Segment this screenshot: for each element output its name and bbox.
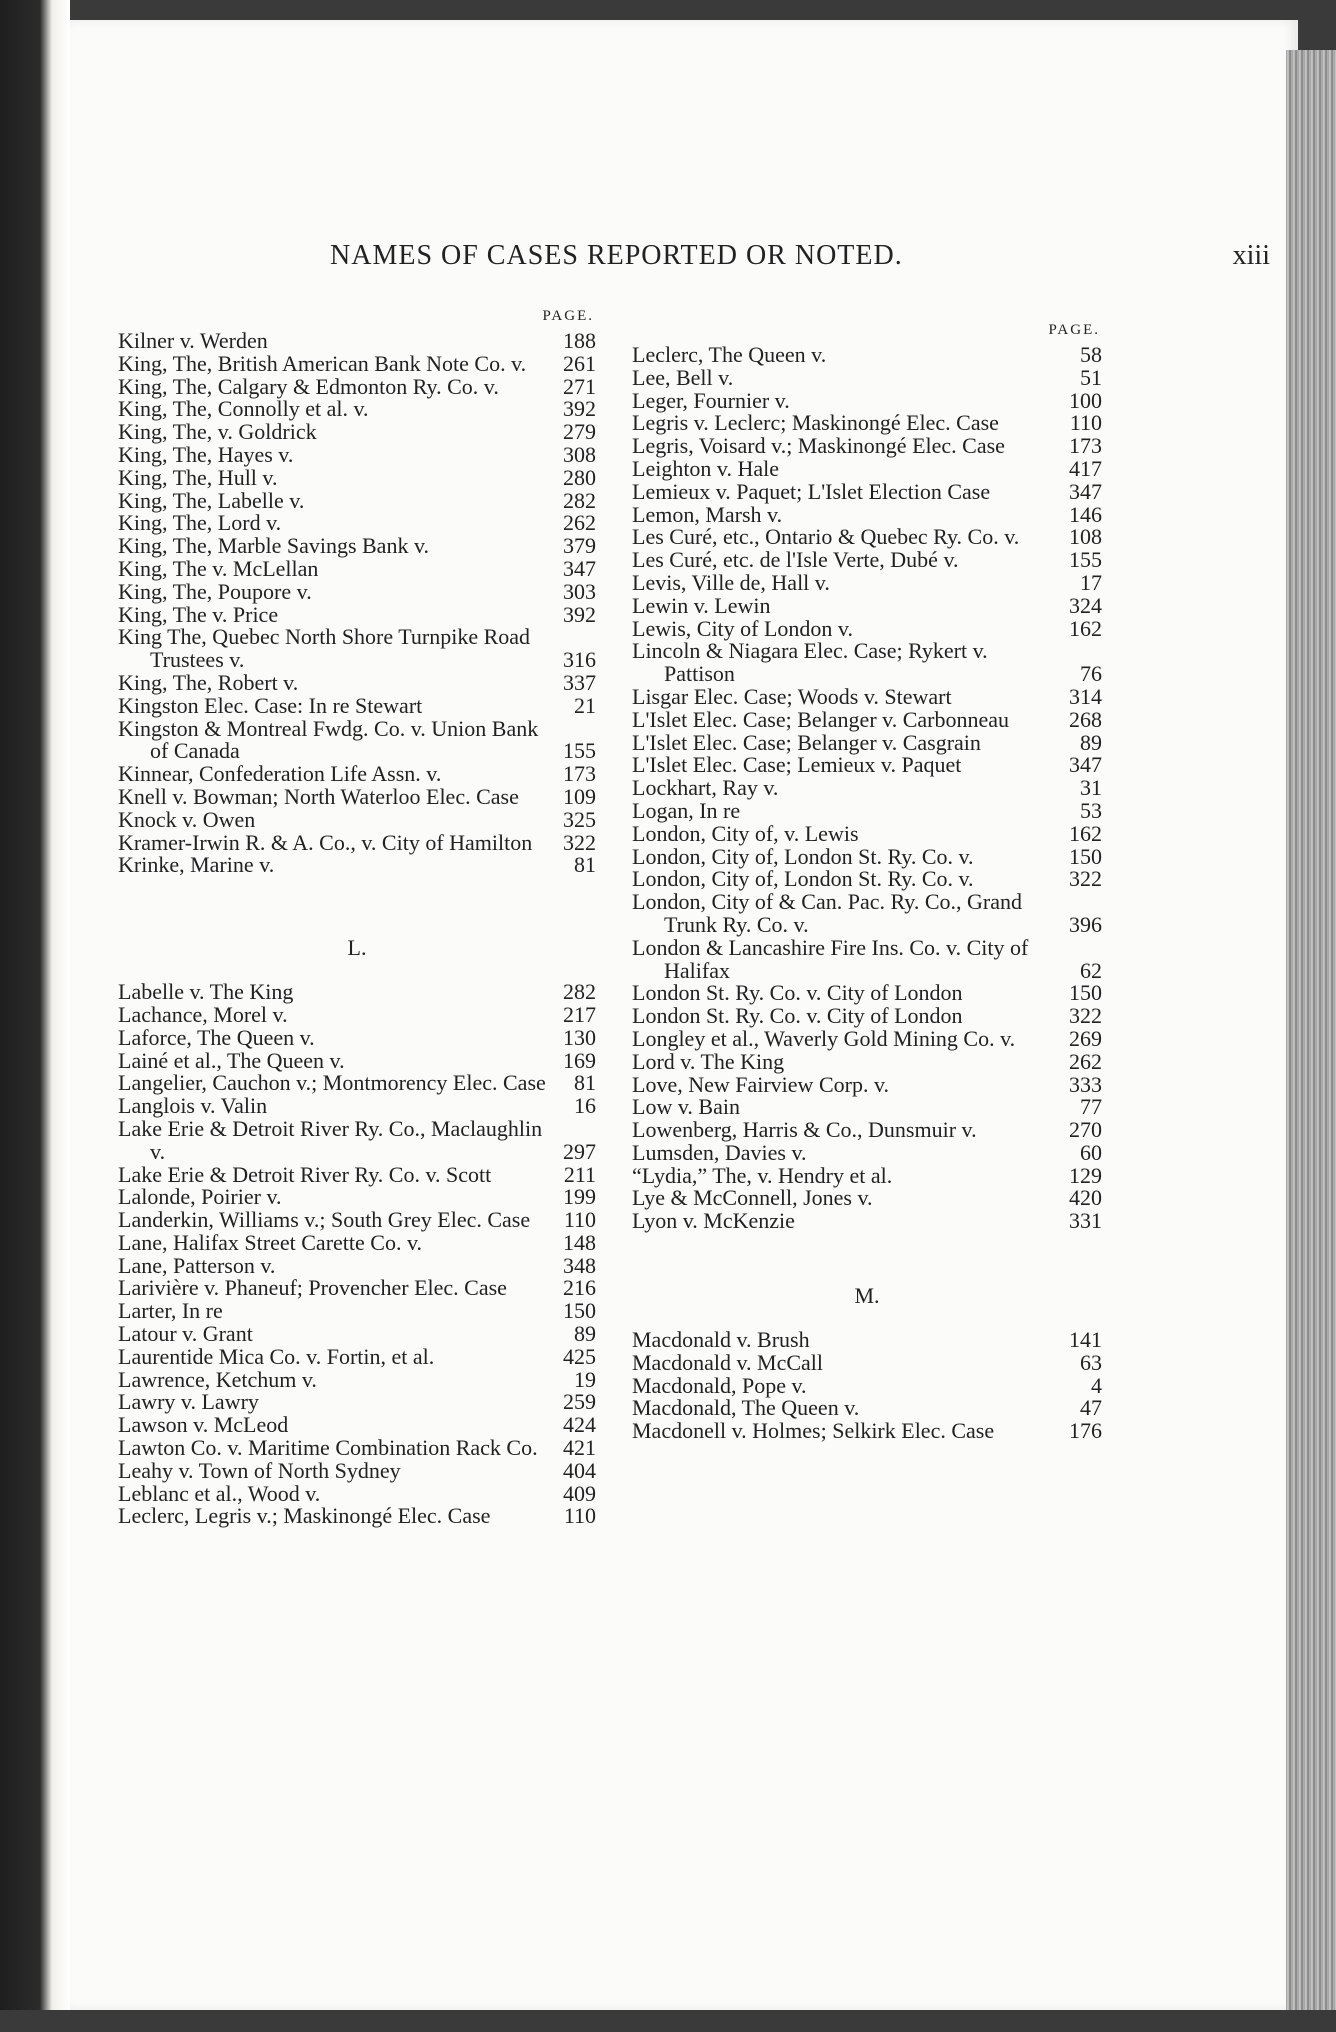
entry-page-number: 270 — [1069, 1117, 1102, 1143]
entry-case-name: Levis, Ville de, Hall v. — [632, 569, 830, 595]
entry-case-name: King, The v. McLellan — [118, 555, 319, 581]
entry-page-number: 261 — [563, 350, 596, 376]
entry-page-number: 81 — [574, 852, 596, 878]
entry-page-number: 109 — [563, 783, 596, 809]
entry-case-name: Lewis, City of London v. — [632, 615, 853, 641]
entry-page-number: 199 — [563, 1184, 596, 1210]
index-entry — [632, 1349, 1102, 1375]
entry-page-number: 424 — [563, 1412, 596, 1438]
index-entry — [632, 982, 1102, 1005]
index-entry — [118, 1095, 596, 1118]
entry-case-name: Langelier, Cauchon v.; Montmorency Elec. Case — [118, 1070, 546, 1096]
entry-case-name: Kramer-Irwin R. & A. Co., v. City of Hamilton — [118, 829, 533, 855]
running-header — [250, 240, 1270, 280]
index-entry — [632, 455, 1102, 481]
entry-page-number: 280 — [563, 464, 596, 490]
entry-case-name: King, The, British American Bank Note Co. v. — [118, 350, 527, 376]
entry-page-number: 421 — [563, 1435, 596, 1461]
index-entry — [632, 1119, 1102, 1142]
entry-case-name: Lawton Co. v. Maritime Combination Rack Co. — [118, 1435, 538, 1461]
index-entry — [632, 868, 1102, 891]
index-entry — [118, 981, 596, 1004]
entry-case-name: London, City of, London St. Ry. Co. v. — [632, 843, 974, 869]
index-entry — [118, 1024, 596, 1050]
index-entry — [632, 569, 1102, 595]
entry-case-name: Legris v. Leclerc; Maskinongé Elec. Case — [632, 410, 999, 436]
index-entry — [632, 1162, 1102, 1188]
entry-case-name: King, The, Calgary & Edmonton Ry. Co. v. — [118, 373, 499, 399]
entry-case-name: Lemieux v. Paquet; L'Islet Election Case — [632, 478, 991, 504]
entry-page-number: 110 — [563, 1503, 596, 1529]
index-entry — [632, 683, 1102, 709]
entry-case-name: Latour v. Grant — [118, 1321, 253, 1347]
index-entry — [632, 1096, 1102, 1119]
entry-case-name: Larter, In re — [118, 1298, 223, 1324]
index-entry — [632, 344, 1102, 367]
entry-case-name: London, City of, v. Lewis — [632, 820, 859, 846]
entry-page-number: 396 — [1069, 911, 1102, 937]
entry-page-number: 21 — [574, 692, 596, 718]
entry-page-number: 322 — [1069, 1003, 1102, 1029]
index-entry — [118, 1115, 596, 1164]
index-entry — [118, 1186, 596, 1209]
entry-page-number: 392 — [563, 396, 596, 422]
index-entry — [118, 1229, 596, 1255]
index-entry — [632, 754, 1102, 777]
entry-case-name: L'Islet Elec. Case; Lemieux v. Paquet — [632, 752, 962, 778]
entry-page-number: 316 — [563, 647, 596, 673]
entry-case-name: King, The, Labelle v. — [118, 487, 305, 513]
index-entry — [118, 487, 596, 513]
index-entry — [118, 1457, 596, 1483]
entry-page-number: 58 — [1080, 342, 1102, 367]
entry-case-name: L'Islet Elec. Case; Belanger v. Casgrain — [632, 729, 981, 755]
index-entry — [118, 464, 596, 490]
entry-page-number: 53 — [1080, 797, 1102, 823]
index-entry — [118, 1277, 596, 1300]
entry-page-number: 269 — [1069, 1025, 1102, 1051]
entry-case-name: Legris, Voisard v.; Maskinongé Elec. Case — [632, 433, 1005, 459]
entry-page-number: 420 — [1069, 1185, 1102, 1211]
entry-case-name: Krinke, Marine v. — [118, 852, 275, 878]
bottom-edge — [0, 2010, 1336, 2032]
entry-page-number: 110 — [563, 1207, 596, 1233]
entry-page-number: 268 — [1069, 706, 1102, 732]
entry-case-name: Lisgar Elec. Case; Woods v. Stewart — [632, 683, 952, 709]
index-entry — [118, 1505, 596, 1528]
entry-case-name: Lumsden, Davies v. — [632, 1139, 807, 1165]
entry-page-number: 146 — [1069, 501, 1102, 527]
entry-page-number: 100 — [1069, 387, 1102, 413]
entry-case-name: London St. Ry. Co. v. City of London — [632, 980, 963, 1006]
index-entry — [632, 1397, 1102, 1420]
k-entries — [118, 330, 596, 877]
entry-case-name: London St. Ry. Co. v. City of London — [632, 1003, 963, 1029]
entry-case-name: Love, New Fairview Corp. v. — [632, 1071, 890, 1097]
entry-page-number: 76 — [1080, 661, 1102, 687]
index-entry — [632, 1372, 1102, 1398]
index-entry — [632, 820, 1102, 846]
entry-case-name: Lawrence, Ketchum v. — [118, 1366, 317, 1392]
index-entry — [118, 601, 596, 627]
entry-case-name: Lawson v. McLeod — [118, 1412, 289, 1438]
index-entry — [632, 501, 1102, 527]
page-title: NAMES OF CASES REPORTED OR NOTED. — [330, 240, 903, 271]
index-entry — [632, 592, 1102, 618]
index-entry — [632, 435, 1102, 458]
index-entry — [632, 1071, 1102, 1097]
entry-page-number: 211 — [563, 1161, 596, 1187]
entry-case-name: King, The, Hayes v. — [118, 441, 294, 467]
entry-case-name: Leclerc, The Queen v. — [632, 342, 827, 367]
index-entry — [632, 526, 1102, 549]
entry-case-name: Lord v. The King — [632, 1048, 785, 1074]
index-entry — [632, 1210, 1102, 1233]
index-entry — [118, 1209, 596, 1232]
index-entry — [118, 1414, 596, 1437]
entry-case-name: Kinnear, Confederation Life Assn. v. — [118, 761, 442, 787]
index-entry — [118, 1480, 596, 1506]
index-entry — [632, 891, 1102, 937]
entry-page-number: 348 — [563, 1252, 596, 1278]
entry-page-number: 51 — [1080, 364, 1102, 390]
index-entry — [632, 364, 1102, 390]
right-column — [632, 322, 1102, 1443]
entry-case-name: L'Islet Elec. Case; Belanger v. Carbonneau — [632, 706, 1010, 732]
index-entry — [118, 535, 596, 558]
entry-case-name: Larivière v. Phaneuf; Provencher Elec. Case — [118, 1275, 507, 1301]
entry-page-number: 89 — [1080, 729, 1102, 755]
index-entry — [118, 373, 596, 399]
entry-page-number: 297 — [563, 1138, 596, 1164]
index-entry — [118, 1300, 596, 1323]
entry-page-number: 282 — [563, 979, 596, 1005]
index-entry — [632, 1420, 1102, 1443]
page-stack-edge — [1286, 50, 1336, 2032]
index-entry — [632, 549, 1102, 572]
entry-page-number: 333 — [1069, 1071, 1102, 1097]
entry-case-name: Lincoln & Niagara Elec. Case; Rykert v. Pattison — [632, 638, 988, 687]
index-entry — [632, 1048, 1102, 1074]
entry-case-name: Lye & McConnell, Jones v. — [632, 1185, 873, 1211]
entry-page-number: 62 — [1080, 957, 1102, 983]
entry-page-number: 130 — [563, 1024, 596, 1050]
l-entries-right — [632, 344, 1102, 1233]
entry-page-number: 60 — [1080, 1139, 1102, 1165]
entry-page-number: 108 — [1069, 524, 1102, 550]
entry-page-number: 19 — [574, 1366, 596, 1392]
index-entry — [118, 350, 596, 376]
entry-page-number: 188 — [563, 328, 596, 353]
entry-page-number: 110 — [1069, 410, 1102, 436]
entry-page-number: 347 — [1069, 752, 1102, 778]
entry-case-name: Lawry v. Lawry — [118, 1389, 259, 1415]
index-entry — [118, 692, 596, 718]
entry-page-number: 379 — [563, 533, 596, 559]
entry-page-number: 409 — [563, 1480, 596, 1506]
entry-page-number: 308 — [563, 441, 596, 467]
entry-case-name: King, The, Marble Savings Bank v. — [118, 533, 430, 559]
entry-case-name: Lewin v. Lewin — [632, 592, 771, 618]
entry-case-name: Leger, Fournier v. — [632, 387, 790, 413]
entry-case-name: King, The, Robert v. — [118, 669, 299, 695]
entry-page-number: 162 — [1069, 820, 1102, 846]
entry-page-number: 425 — [563, 1343, 596, 1369]
entry-page-number: 150 — [1069, 980, 1102, 1006]
entry-page-number: 322 — [1069, 866, 1102, 892]
index-entry — [118, 854, 596, 877]
entry-case-name: Low v. Bain — [632, 1094, 740, 1120]
index-entry — [118, 1001, 596, 1027]
index-entry — [632, 478, 1102, 504]
entry-case-name: Lee, Bell v. — [632, 364, 734, 390]
entry-page-number: 150 — [1069, 843, 1102, 869]
entry-case-name: Kingston & Montreal Fwdg. Co. v. Union Bank of Canada — [118, 715, 539, 764]
index-entry — [118, 512, 596, 535]
index-entry — [632, 1005, 1102, 1028]
entry-page-number: 325 — [563, 806, 596, 832]
entry-case-name: Lockhart, Ray v. — [632, 775, 779, 801]
entry-page-number: 303 — [563, 578, 596, 604]
entry-page-number: 279 — [563, 419, 596, 445]
entry-case-name: Leighton v. Hale — [632, 455, 780, 481]
entry-case-name: Landerkin, Williams v.; South Grey Elec. Case — [118, 1207, 531, 1233]
index-entry — [118, 1047, 596, 1073]
entry-page-number: 148 — [563, 1229, 596, 1255]
entry-page-number: 331 — [1069, 1208, 1102, 1234]
entry-page-number: 347 — [1069, 478, 1102, 504]
entry-case-name: Lake Erie & Detroit River Ry. Co. v. Scott — [118, 1161, 492, 1187]
entry-case-name: Lowenberg, Harris & Co., Dunsmuir v. — [632, 1117, 977, 1143]
entry-case-name: Knell v. Bowman; North Waterloo Elec. Case — [118, 783, 519, 809]
entry-case-name: Logan, In re — [632, 797, 741, 823]
entry-page-number: 347 — [563, 555, 596, 581]
entry-case-name: Lyon v. McKenzie — [632, 1208, 795, 1234]
section-heading-l: L. — [347, 935, 367, 961]
entry-page-number: 63 — [1080, 1349, 1102, 1375]
index-entry — [118, 421, 596, 444]
entry-case-name: Langlois v. Valin — [118, 1093, 268, 1119]
index-entry — [118, 1343, 596, 1369]
index-entry — [632, 387, 1102, 413]
entry-case-name: Macdonald, Pope v. — [632, 1372, 807, 1398]
entry-case-name: Lalonde, Poirier v. — [118, 1184, 282, 1210]
entry-page-number: 262 — [563, 510, 596, 536]
entry-case-name: Labelle v. The King — [118, 979, 294, 1005]
entry-case-name: Macdonell v. Holmes; Selkirk Elec. Case — [632, 1418, 995, 1444]
entry-case-name: King, The, Connolly et al. v. — [118, 396, 369, 422]
index-entry — [118, 669, 596, 695]
section-heading-m: M. — [854, 1283, 880, 1309]
entry-case-name: Leclerc, Legris v.; Maskinongé Elec. Case — [118, 1503, 491, 1529]
entry-case-name: Laurentide Mica Co. v. Fortin, et al. — [118, 1343, 435, 1369]
index-entry — [632, 1187, 1102, 1210]
index-entry — [632, 1329, 1102, 1352]
entry-page-number: 31 — [1080, 775, 1102, 801]
entry-case-name: Leahy v. Town of North Sydney — [118, 1457, 401, 1483]
entry-page-number: 324 — [1069, 592, 1102, 618]
entry-case-name: Lainé et al., The Queen v. — [118, 1047, 345, 1073]
entry-case-name: Lemon, Marsh v. — [632, 501, 783, 527]
index-entry — [118, 829, 596, 855]
entry-page-number: 173 — [563, 761, 596, 787]
entry-case-name: London, City of & Can. Pac. Ry. Co., Grand Trunk Ry. Co. v. — [632, 889, 1022, 937]
entry-case-name: Laforce, The Queen v. — [118, 1024, 315, 1050]
entry-page-number: 155 — [563, 738, 596, 764]
entry-page-number: 392 — [563, 601, 596, 627]
index-entry — [118, 806, 596, 832]
l-entries-left — [118, 981, 596, 1528]
index-entry — [632, 777, 1102, 800]
index-entry — [118, 1161, 596, 1187]
index-entry — [632, 706, 1102, 732]
index-entry — [118, 1366, 596, 1392]
entry-page-number: 162 — [1069, 615, 1102, 641]
entry-page-number: 417 — [1069, 455, 1102, 481]
entry-page-number: 47 — [1080, 1395, 1102, 1421]
left-column — [118, 308, 596, 1528]
entry-case-name: “Lydia,” The, v. Hendry et al. — [632, 1162, 893, 1188]
entry-case-name: Lachance, Morel v. — [118, 1001, 288, 1027]
index-entry — [118, 441, 596, 467]
index-entry — [632, 1139, 1102, 1165]
entry-case-name: King, The, Poupore v. — [118, 578, 312, 604]
entry-case-name: King, The, Hull v. — [118, 464, 278, 490]
index-entry — [632, 615, 1102, 641]
entry-case-name: King The, Quebec North Shore Turnpike Road Trustees v. — [118, 624, 531, 673]
entry-case-name: London, City of, London St. Ry. Co. v. — [632, 866, 974, 892]
index-entry — [118, 398, 596, 421]
index-entry — [118, 715, 596, 764]
index-entry — [632, 412, 1102, 435]
entry-case-name: King, The, Lord v. — [118, 510, 282, 536]
entry-page-number: 314 — [1069, 683, 1102, 709]
entry-page-number: 16 — [574, 1093, 596, 1119]
entry-page-number: 404 — [563, 1457, 596, 1483]
index-entry — [632, 640, 1102, 686]
entry-page-number: 176 — [1069, 1418, 1102, 1444]
entry-case-name: Longley et al., Waverly Gold Mining Co. v. — [632, 1025, 1016, 1051]
entry-page-number: 17 — [1080, 569, 1102, 595]
index-entry — [632, 729, 1102, 755]
entry-page-number: 129 — [1069, 1162, 1102, 1188]
index-entry — [118, 783, 596, 809]
index-entry — [118, 763, 596, 786]
index-entry — [632, 1025, 1102, 1051]
entry-case-name: Macdonald v. Brush — [632, 1327, 810, 1353]
entry-page-number: 271 — [563, 373, 596, 399]
page-column-label: PAGE. — [1048, 322, 1100, 338]
entry-page-number: 173 — [1069, 433, 1102, 459]
entry-case-name: Knock v. Owen — [118, 806, 256, 832]
entry-case-name: Leblanc et al., Wood v. — [118, 1480, 321, 1506]
entry-case-name: King, The, v. Goldrick — [118, 419, 317, 445]
entry-case-name: Les Curé, etc. de l'Isle Verte, Dubé v. — [632, 547, 959, 573]
entry-case-name: Les Curé, etc., Ontario & Quebec Ry. Co. v. — [632, 524, 1020, 550]
entry-page-number: 262 — [1069, 1048, 1102, 1074]
index-entry — [118, 626, 596, 672]
binding-edge — [0, 0, 70, 2032]
entry-page-number: 216 — [563, 1275, 596, 1301]
entry-page-number: 150 — [563, 1298, 596, 1324]
entry-page-number: 77 — [1080, 1094, 1102, 1120]
page-number: xiii — [1232, 240, 1270, 271]
entry-case-name: Kilner v. Werden — [118, 328, 268, 353]
index-entry — [118, 578, 596, 604]
index-entry — [118, 1391, 596, 1414]
entry-page-number: 282 — [563, 487, 596, 513]
entry-page-number: 217 — [563, 1001, 596, 1027]
index-entry — [118, 330, 596, 353]
index-entry — [118, 1437, 596, 1460]
index-entry — [118, 1072, 596, 1095]
entry-case-name: Lane, Patterson v. — [118, 1252, 276, 1278]
entry-case-name: Lake Erie & Detroit River Ry. Co., Maclaughlin v. — [118, 1115, 543, 1164]
entry-page-number: 141 — [1069, 1327, 1102, 1353]
entry-page-number: 259 — [563, 1389, 596, 1415]
entry-page-number: 81 — [574, 1070, 596, 1096]
entry-case-name: Macdonald, The Queen v. — [632, 1395, 860, 1421]
index-entry — [632, 934, 1102, 983]
index-entry — [632, 797, 1102, 823]
entry-case-name: Macdonald v. McCall — [632, 1349, 824, 1375]
m-entries — [632, 1329, 1102, 1443]
index-entry — [118, 555, 596, 581]
index-entry — [118, 1323, 596, 1346]
entry-case-name: London & Lancashire Fire Ins. Co. v. City of Halifax — [632, 934, 1029, 983]
entry-page-number: 337 — [563, 669, 596, 695]
entry-page-number: 4 — [1091, 1372, 1102, 1398]
page-column-label: PAGE. — [542, 308, 594, 324]
entry-page-number: 89 — [574, 1321, 596, 1347]
entry-page-number: 155 — [1069, 547, 1102, 573]
entry-case-name: Kingston Elec. Case: In re Stewart — [118, 692, 423, 718]
index-entry — [632, 843, 1102, 869]
entry-case-name: King, The v. Price — [118, 601, 279, 627]
entry-page-number: 169 — [563, 1047, 596, 1073]
entry-page-number: 322 — [563, 829, 596, 855]
entry-case-name: Lane, Halifax Street Carette Co. v. — [118, 1229, 423, 1255]
index-entry — [118, 1252, 596, 1278]
